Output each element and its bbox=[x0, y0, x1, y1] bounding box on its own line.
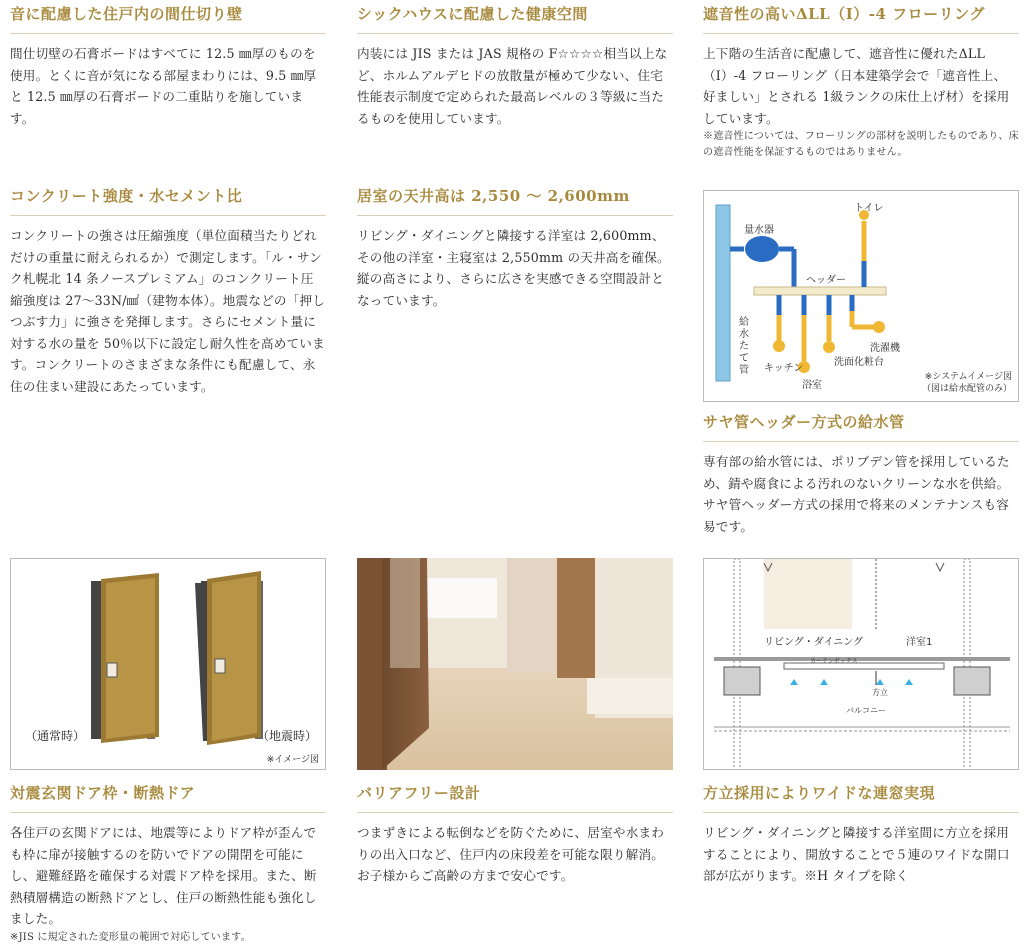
section-flooring bbox=[703, 4, 1019, 161]
label-toilet: トイレ bbox=[854, 203, 884, 214]
door-figure bbox=[10, 558, 326, 770]
section-body: 各住戸の玄関ドアには、地震等によりドア枠が歪んでも枠に扉が接触するのを防いでドアの開閉を可能にし、避難経路を確保する対震ドア枠を採用。また、断熱積層構造の断熱ドアとし、住戸の断熱性能も強化しました。 bbox=[10, 825, 317, 926]
label-kitchen: キッチン bbox=[764, 363, 804, 374]
door-label-normal: （通常時） bbox=[25, 729, 86, 743]
figure-note: ※イメージ図 bbox=[266, 755, 319, 765]
label-riser: 給水たて管 bbox=[739, 317, 749, 376]
section-title: 方立採用によりワイドな連窓実現 bbox=[703, 783, 1019, 813]
section-body: リビング・ダイニングと隣接する洋室間に方立を採用することにより、開放することで５連のワイドな開口部が広がります。※H タイプを除く bbox=[703, 825, 1010, 883]
label-post: 方立 bbox=[872, 688, 888, 697]
window-plan-diagram bbox=[703, 558, 1019, 770]
section-title: サヤ管ヘッダー方式の給水管 bbox=[703, 412, 1019, 442]
label-washer: 洗濯機 bbox=[870, 343, 900, 354]
label-living: リビング・ダイニング bbox=[764, 637, 863, 648]
label-bath: 浴室 bbox=[802, 380, 822, 391]
section-title: バリアフリー設計 bbox=[357, 783, 673, 813]
section-title: シックハウスに配慮した健康空間 bbox=[357, 4, 673, 34]
section-partition-wall bbox=[10, 4, 326, 129]
section-barrier-free bbox=[357, 783, 673, 887]
section-ceiling-height bbox=[357, 186, 673, 311]
label-curtain: カーテンボックス bbox=[810, 658, 858, 665]
section-note: ※遮音性については、フローリングの部材を説明したものであり、床の遮音性能を保証するものではありません。 bbox=[703, 131, 1019, 158]
section-title: 遮音性の高いΔLL（I）-4 フローリング bbox=[703, 4, 1019, 34]
section-body: つまずきによる転倒などを防ぐために、居室や水まわりの出入口など、住戸内の床段差を可能な限り解消。お子様からご高齢の方まで安心です。 bbox=[357, 825, 665, 883]
section-body: 専有部の給水管には、ポリブデン管を採用しているため、錆や腐食による汚れのないクリーンな水を供給。サヤ管ヘッダー方式の採用で将来のメンテナンスも容易です。 bbox=[703, 454, 1010, 534]
section-water-header bbox=[703, 412, 1019, 537]
door-label-quake: （地震時） bbox=[257, 729, 318, 743]
label-meter: 量水器 bbox=[744, 225, 774, 236]
section-title: 音に配慮した住戸内の間仕切り壁 bbox=[10, 4, 326, 34]
section-concrete bbox=[10, 186, 326, 397]
diagram-note: ※システムイメージ図 （図は給水配管のみ） bbox=[921, 372, 1012, 394]
section-wide-window bbox=[703, 783, 1019, 887]
section-body: コンクリートの強さは圧縮強度（単位面積当たりどれだけの重量に耐えられるか）で測定します。「ル・サンク札幌北 14 条ノースプレミアム」のコンクリート圧縮強度は 27〜33N/㎟（建物本体）。地震などの「押しつぶす力」に強さを発揮します。さらにセメント量に対する水の量を 50％以下に設定し耐久性を高めています。コンクリートのさまざまな条件にも配慮して、永住の住まい建設にあたっています。 bbox=[10, 228, 326, 394]
label-room: 洋室1 bbox=[906, 637, 933, 648]
water-pipe-diagram bbox=[703, 190, 1019, 402]
section-body: リビング・ダイニングと隣接する洋室は 2,600mm、その他の洋室・主寝室は 2,550mm の天井高を確保。縦の高さにより、さらに広さを実感できる空間設計となっています。 bbox=[357, 228, 670, 308]
section-title: 居室の天井高は 2,550 〜 2,600mm bbox=[357, 186, 673, 216]
section-note: ※JIS に規定された変形量の範囲で対応しています。 bbox=[10, 931, 251, 943]
section-body: 上下階の生活音に配慮して、遮音性に優れたΔLL（I）-4 フローリング（日本建築学会で「遮音性上、好ましい」とされる 1級ランクの床仕上げ材）を採用しています。 bbox=[703, 46, 1010, 126]
label-balcony: バルコニー bbox=[846, 706, 886, 715]
label-header: ヘッダー bbox=[806, 275, 846, 286]
section-body: 内装には JIS または JAS 規格の F☆☆☆☆相当以上など、ホルムアルデヒドの放散量が極めて少ない、住宅性能表示制度で定められた最高レベルの３等級に当たるものを使用しています。 bbox=[357, 46, 668, 126]
section-body: 間仕切壁の石膏ボードはすべてに 12.5 ㎜厚のものを使用。とくに音が気になる部屋まわりには、9.5 ㎜厚と 12.5 ㎜厚の石膏ボードの二重貼りを施しています。 bbox=[10, 46, 317, 126]
label-washroom: 洗面化粧台 bbox=[834, 357, 884, 368]
section-sick-house bbox=[357, 4, 673, 129]
section-title: コンクリート強度・水セメント比 bbox=[10, 186, 326, 216]
section-title: 対震玄関ドア枠・断熱ドア bbox=[10, 783, 326, 813]
section-door bbox=[10, 783, 326, 946]
barrier-free-photo bbox=[357, 558, 673, 770]
